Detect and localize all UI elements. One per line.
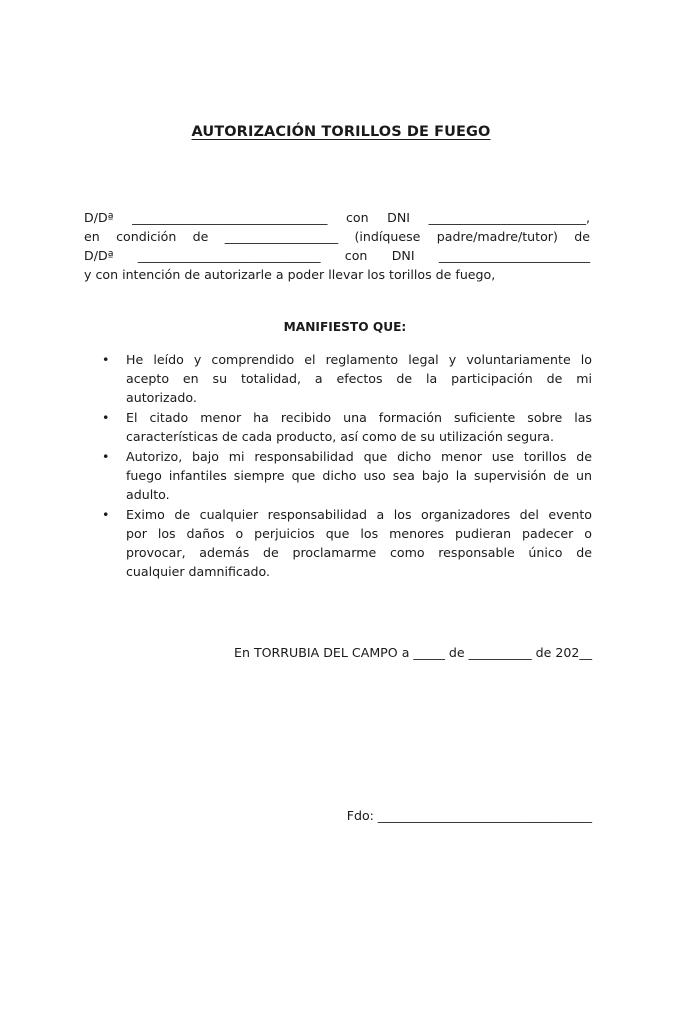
section-heading: MANIFIESTO QUE: [283,320,407,334]
list-item-line: adulto. [126,487,170,502]
list-item-line: cualquier damnificado. [126,564,271,579]
intro-line: D/Dª _______________________________ con DNI _________________________, [84,210,590,225]
document-title: AUTORIZACIÓN TORILLOS DE FUEGO [191,124,491,140]
list-item-line: acepto en su totalidad, a efectos de la participación de mi [126,371,592,386]
place-date-line: En TORRUBIA DEL CAMPO a _____ de __________ de 202__ [234,645,592,660]
bullet-icon: • [102,507,110,522]
list-item-line: fuego infantiles siempre que dicho uso sea bajo la supervisión de un [126,468,592,483]
declaration-list [84,350,592,582]
intro-paragraph [84,208,590,284]
list-item-line: características de cada producto, así como de su utilización segura. [126,429,554,444]
list-item [84,505,592,581]
list-item-line: El citado menor ha recibido una formación suficiente sobre las [126,410,592,425]
list-item-line: autorizado. [126,390,197,405]
list-item [84,447,592,504]
list-item-line: provocar, además de proclamarme como responsable único de [126,545,592,560]
list-item-line: Autorizo, bajo mi responsabilidad que dicho menor use torillos de [126,449,592,464]
list-item [84,350,592,407]
bullet-icon: • [102,449,110,464]
intro-line: en condición de __________________ (indíquese padre/madre/tutor) de [84,229,590,244]
signature-line: Fdo: __________________________________ [346,808,592,823]
list-item-line: He leído y comprendido el reglamento legal y voluntariamente lo [126,352,592,367]
list-item-line: por los daños o perjuicios que los menores pudieran padecer o [126,526,592,541]
intro-line: y con intención de autorizarle a poder llevar los torillos de fuego, [84,267,496,282]
list-item-line: Eximo de cualquier responsabilidad a los organizadores del evento [126,507,592,522]
intro-line: D/Dª _____________________________ con DNI ________________________ [84,248,590,263]
list-item [84,408,592,446]
bullet-icon: • [102,410,110,425]
bullet-icon: • [102,352,110,367]
